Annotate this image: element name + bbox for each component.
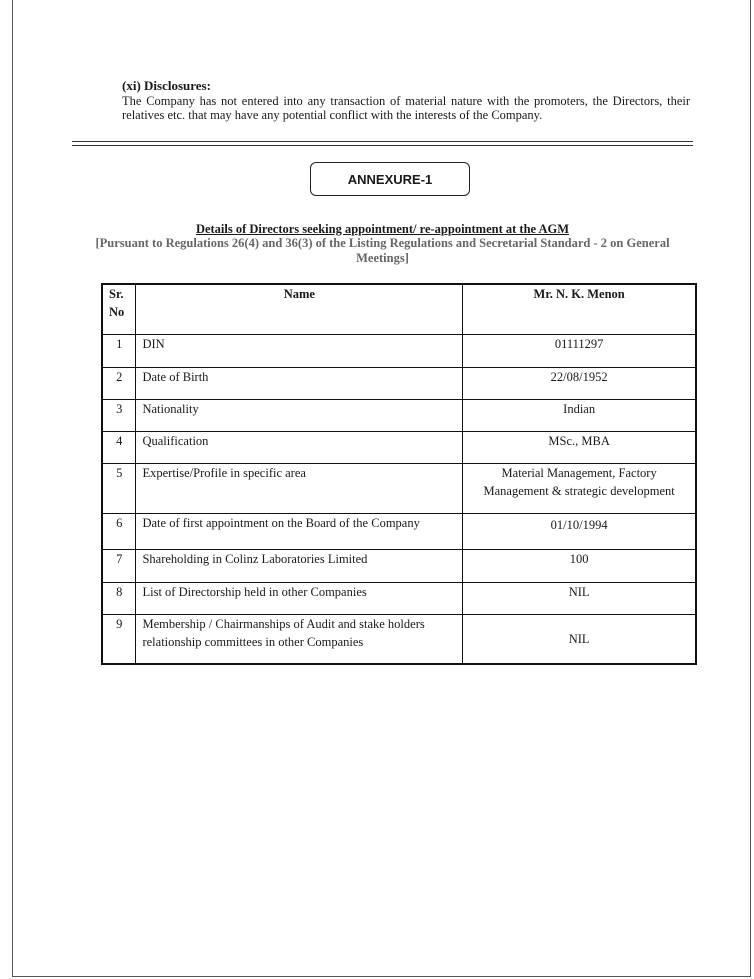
- header-name: Name: [136, 284, 463, 334]
- row-name: List of Directorship held in other Companies: [136, 582, 463, 614]
- row-name: Expertise/Profile in specific area: [136, 463, 463, 513]
- table-row: [102, 431, 696, 463]
- row-value: 01/10/1994: [463, 513, 696, 549]
- directors-table: [101, 283, 697, 665]
- row-sr: 3: [102, 399, 136, 431]
- row-name: Shareholding in Colinz Laboratories Limited: [136, 549, 463, 582]
- row-sr: 8: [102, 582, 136, 614]
- table-header-row: [102, 284, 696, 334]
- table-row: [102, 367, 696, 399]
- row-value: 01111297: [463, 334, 696, 367]
- row-name: Membership / Chairmanships of Audit and stake holders relationship committees in other Companies: [136, 614, 463, 664]
- header-director: Mr. N. K. Menon: [463, 284, 696, 334]
- row-sr: 1: [102, 334, 136, 367]
- table-row: [102, 334, 696, 367]
- disclosures-text: The Company has not entered into any transaction of material nature with the promoters, the Directors, their relatives etc. that may have any potential conflict with the interests of the Company.: [122, 93, 690, 122]
- row-sr: 2: [102, 367, 136, 399]
- table-row: [102, 513, 696, 549]
- row-name: Date of first appointment on the Board of the Company: [136, 513, 463, 549]
- row-sr: 7: [102, 549, 136, 582]
- details-subtitle: [Pursuant to Regulations 26(4) and 36(3) of the Listing Regulations and Secretarial Standard - 2 on General Meetings]: [95, 236, 670, 265]
- table-row: [102, 549, 696, 582]
- row-value: 22/08/1952: [463, 367, 696, 399]
- table-row: [102, 399, 696, 431]
- row-value: NIL: [463, 614, 696, 664]
- row-name: Nationality: [136, 399, 463, 431]
- header-sr-no: Sr. No: [102, 284, 136, 334]
- row-name: Date of Birth: [136, 367, 463, 399]
- row-value: NIL: [463, 582, 696, 614]
- row-value: MSc., MBA: [463, 431, 696, 463]
- row-name: DIN: [136, 334, 463, 367]
- row-value: Material Management, Factory Management & strategic development: [463, 463, 696, 513]
- annexure-label: ANNEXURE-1: [310, 162, 470, 196]
- row-value: 100: [463, 549, 696, 582]
- row-sr: 9: [102, 614, 136, 664]
- table-row: [102, 463, 696, 513]
- details-title: Details of Directors seeking appointment/ re-appointment at the AGM: [195, 222, 570, 236]
- disclosures-section: [122, 79, 690, 123]
- table-row: [102, 582, 696, 614]
- disclosures-heading: (xi) Disclosures:: [122, 78, 211, 93]
- row-name: Qualification: [136, 431, 463, 463]
- row-sr: 5: [102, 463, 136, 513]
- section-divider: [72, 141, 693, 146]
- row-sr: 4: [102, 431, 136, 463]
- row-sr: 6: [102, 513, 136, 549]
- table-row: [102, 614, 696, 664]
- row-value: Indian: [463, 399, 696, 431]
